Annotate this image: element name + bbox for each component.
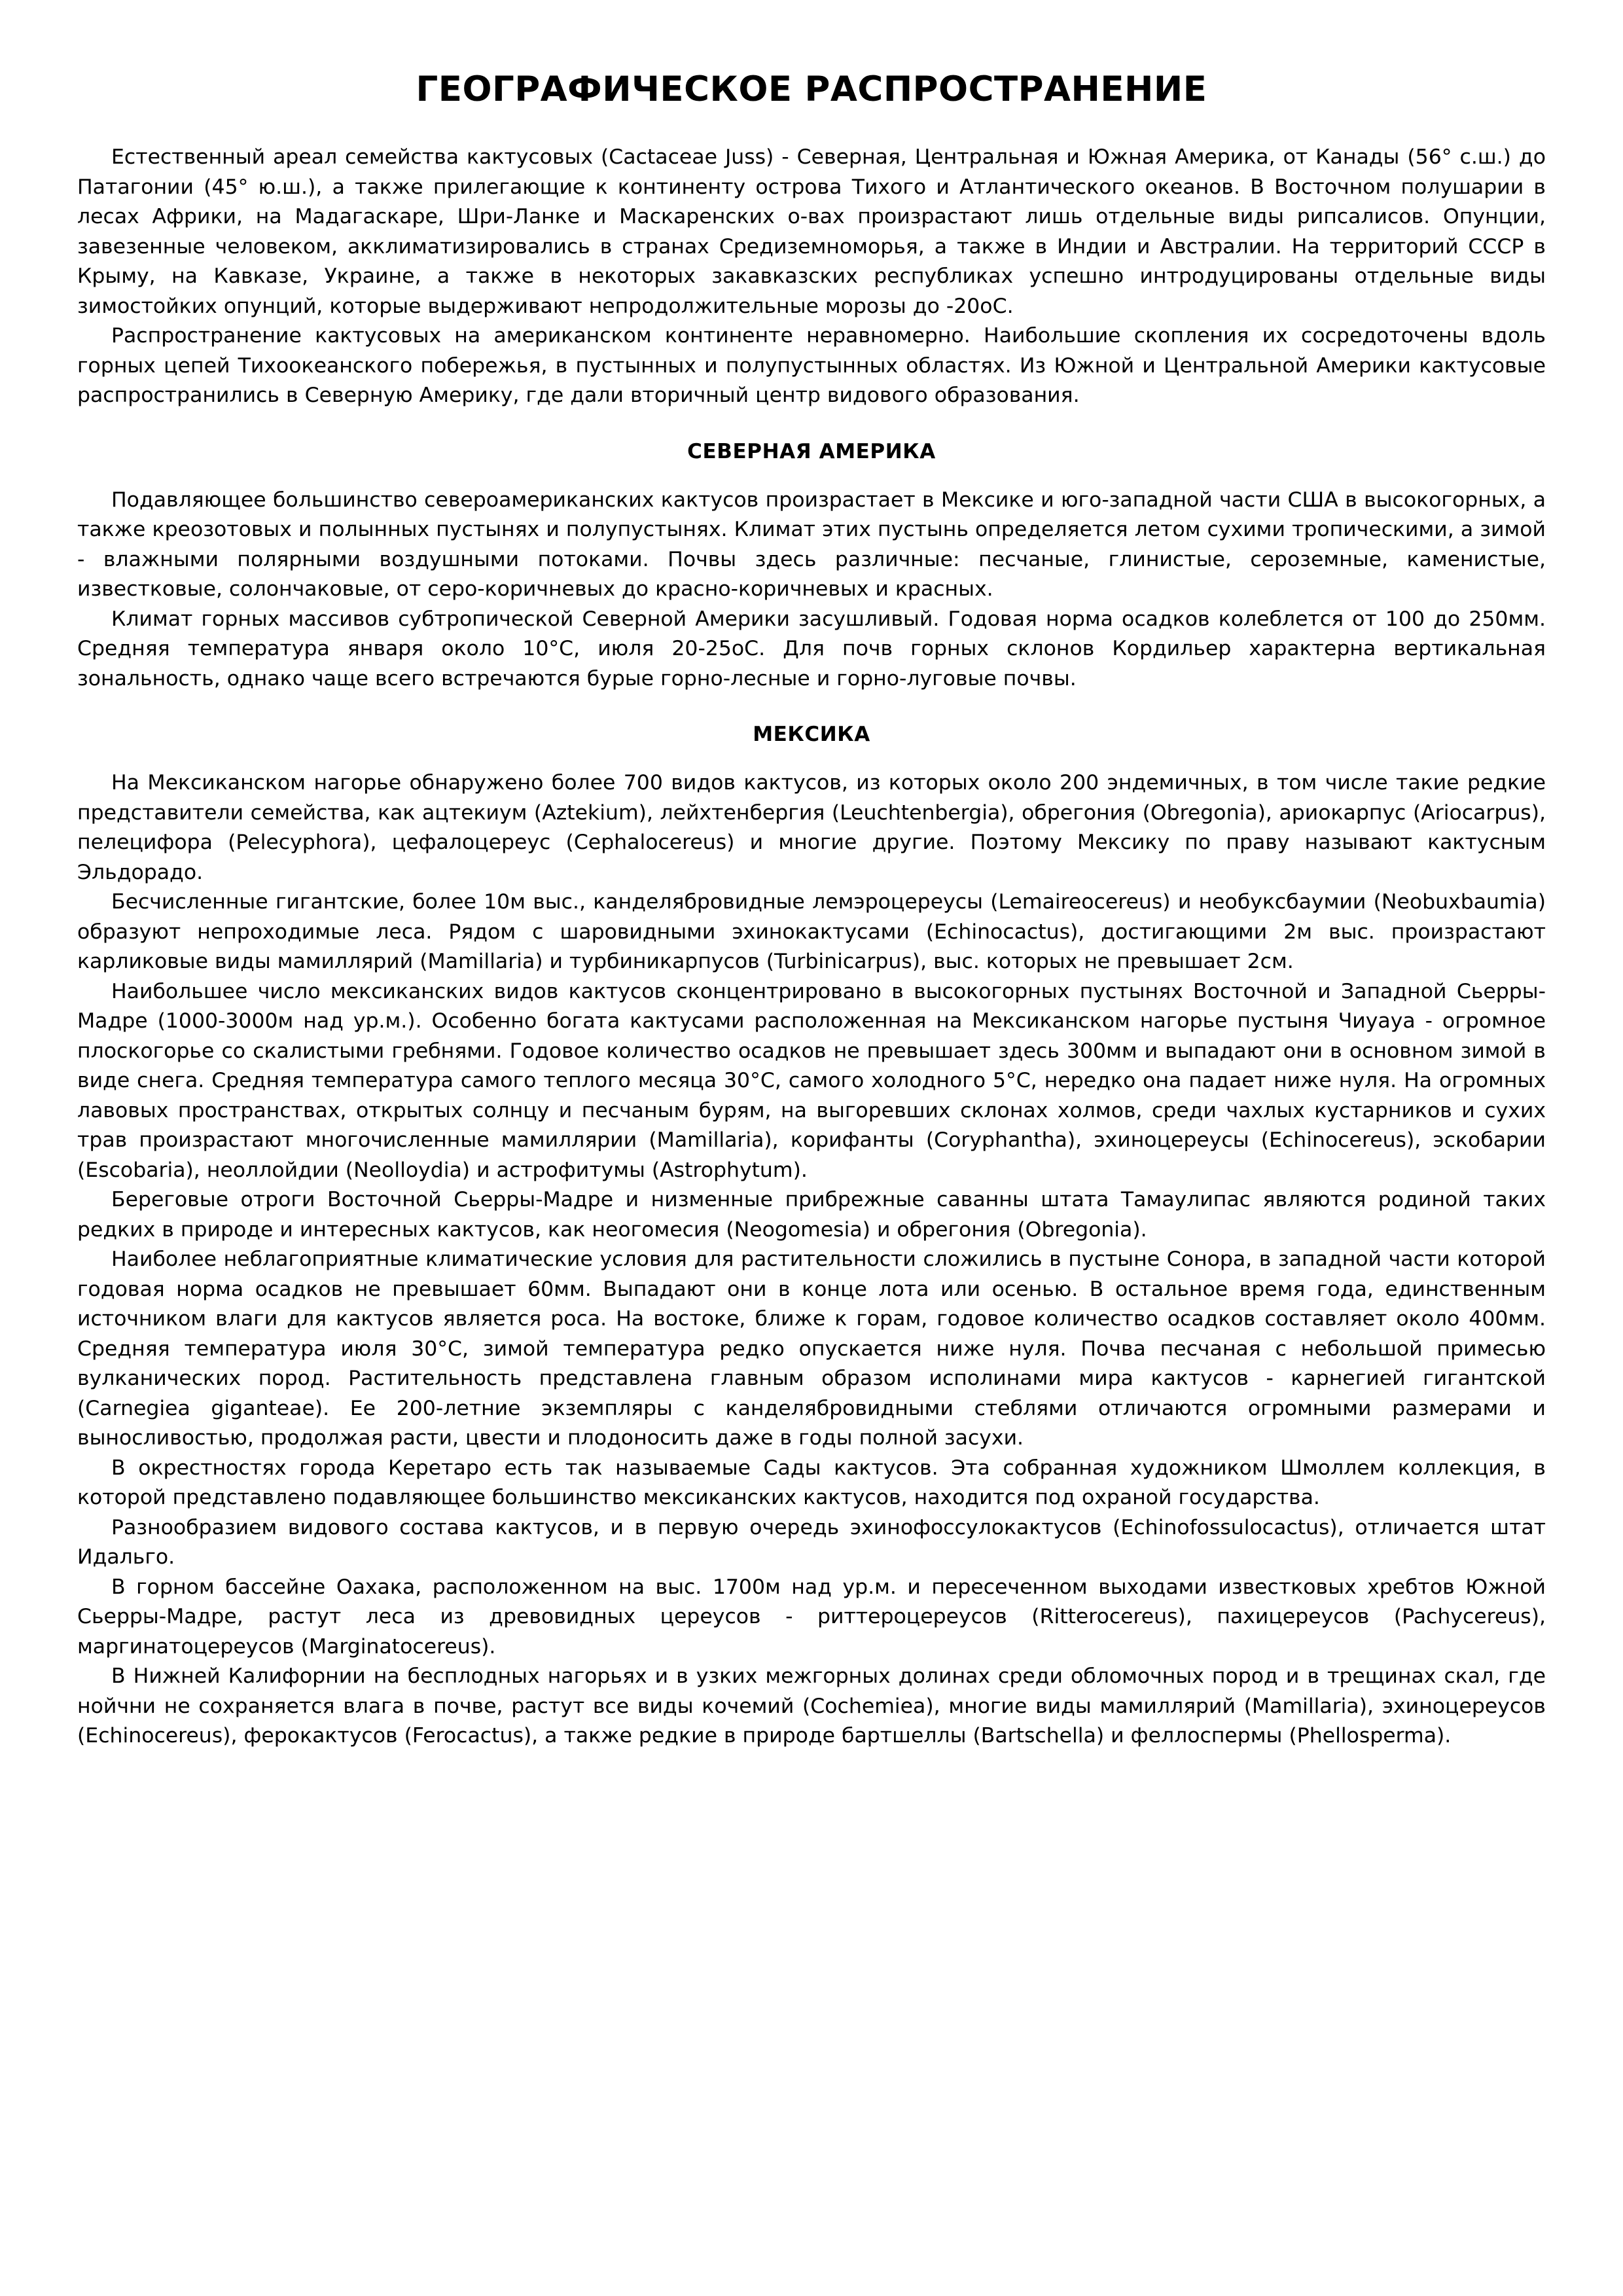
paragraph: Наиболее неблагоприятные климатические условия для растительности сложились в пустыне Сонора, в западной части которой годовая норма осадков не превышает 60мм. Выпадают они в конце лота или осенью. В остальное время года, единственным источником влаги для кактусов является роса. На востоке, ближе к горам, годовое количество осадков составляет около 400мм. Средняя температура июля 30°С, зимой температура редко опускается ниже нуля. Почва песчаная с небольшой примесью вулканических пород. Растительность представлена главным образом исполинами мира кактусов - карнегией гигантской (Carnegiea giganteae). Ее 200-летние экземпляры с канделябровидными стеблями отличаются огромными размерами и выносливостью, продолжая расти, цвести и плодоносить даже в годы полной засухи. [77, 1247, 1546, 1450]
section-heading: МЕКСИКА [753, 723, 870, 747]
section-north-america [77, 440, 1546, 694]
paragraph: В горном бассейне Оахака, расположенном на выс. 1700м над ур.м. и пересеченном выходами известковых хребтов Южной Сьерры-Мадре, растут леса из древовидных цереусов - риттероцереусов (Ritterocereus), пахицереусов (Pachycereus), маргинатоцереусов (Marginatocereus). [77, 1575, 1546, 1659]
intro-block [77, 143, 1546, 411]
paragraph: Береговые отроги Восточной Сьерры-Мадре и низменные прибрежные саванны штата Тамаулипас являются родиной таких редких в природе и интересных кактусов, как неогомесия (Neogomesia) и обрегония (Obregonia). [77, 1188, 1546, 1242]
section-heading: СЕВЕРНАЯ АМЕРИКА [687, 439, 936, 463]
paragraph: Подавляющее большинство североамериканских кактусов произрастает в Мексике и юго-западной части США в высокогорных, а также креозотовых и полынных пустынях и полупустынях. Климат этих пустынь определяется летом сухими тропическими, а зимой - влажными полярными воздушными потоками. Почвы здесь различные: песчаные, глинистые, сероземные, каменистые, известковые, солончаковые, от серо-коричневых до красно-коричневых и красных. [77, 488, 1546, 601]
paragraph: На Мексиканском нагорье обнаружено более 700 видов кактусов, из которых около 200 эндемичных, в том числе такие редкие представители семейства, как ацтекиум (Aztekium), лейхтенбергия (Leuchtenbergia), обрегония (Obregonia), ариокарпус (Ariocarpus), пелецифора (Pelecyphora), цефалоцереус (Cephalocereus) и многие другие. Поэтому Мексику по праву называют кактусным Эльдорадо. [77, 771, 1546, 884]
paragraph: Климат горных массивов субтропической Северной Америки засушливый. Годовая норма осадков колеблется от 100 до 250мм. Средняя температура января около 10°С, июля 20-25оС. Для почв горных склонов Кордильер характерна вертикальная зональность, однако чаще всего встречаются бурые горно-лесные и горно-луговые почвы. [77, 607, 1546, 691]
paragraph: Естественный ареал семейства кактусовых (Cactaceae Juss) - Северная, Центральная и Южная Америка, от Канады (56° с.ш.) до Патагонии (45° ю.ш.), а также прилегающие к континенту острова Тихого и Атлантического океанов. В Восточном полушарии в лесах Африки, на Мадагаскаре, Шри-Ланке и Маскаренских о-вах произрастают лишь отдельные виды рипсалисов. Опунции, завезенные человеком, акклиматизировались в странах Средиземноморья, а также в Индии и Австралии. На территорий СССР в Крыму, на Кавказе, Украине, а также в некоторых закавказских республиках успешно интродуцированы отдельные виды зимостойких опунций, которые выдерживают непродолжительные морозы до -20оС. [77, 145, 1546, 318]
paragraph: Распространение кактусовых на американском континенте неравномерно. Наибольшие скопления их сосредоточены вдоль горных цепей Тихоокеанского побережья, в пустынных и полупустынных областях. Из Южной и Центральной Америки кактусовые распространились в Северную Америку, где дали вторичный центр видового образования. [77, 324, 1546, 408]
paragraph: В окрестностях города Керетаро есть так называемые Сады кактусов. Эта собранная художником Шмоллем коллекция, в которой представлено подавляющее большинство мексиканских кактусов, находится под охраной государства. [77, 1456, 1546, 1510]
section-mexico [77, 723, 1546, 1751]
paragraph: В Нижней Калифорнии на бесплодных нагорьях и в узких межгорных долинах среди обломочных пород и в трещинах скал, где нойчни не сохраняется влага в почве, растут все виды кочемий (Cochemiea), многие виды мамиллярий (Mamillaria), эхиноцереусов (Echinocereus), ферокактусов (Ferocactus), а также редкие в природе бартшеллы (Bartschella) и феллоспермы (Phellosperma). [77, 1664, 1546, 1748]
paragraph: Бесчисленные гигантские, более 10м выс., канделябровидные лемэроцереусы (Lemaireocereus) и необуксбаумии (Neobuxbaumia) образуют непроходимые леса. Рядом с шаровидными эхинокактусами (Echinocactus), достигающими 2м выс. произрастают карликовые виды мамиллярий (Mamillaria) и турбиникарпусов (Turbinicarpus), выс. которых не превышает 2см. [77, 890, 1546, 974]
paragraph: Наибольшее число мексиканских видов кактусов сконцентрировано в высокогорных пустынях Восточной и Западной Сьерры-Мадре (1000-3000м над ур.м.). Особенно богата кактусами расположенная на Мексиканском нагорье пустыня Чиуауа - огромное плоскогорье со скалистыми гребнями. Годовое количество осадков не превышает здесь 300мм и выпадают они в основном зимой в виде снега. Средняя температура самого теплого месяца 30°С, самого холодного 5°С, нередко она падает ниже нуля. На огромных лавовых пространствах, открытых солнцу и песчаным бурям, на выгоревших склонах холмов, среди чахлых кустарников и сухих трав произрастают многочисленные мамиллярии (Mamillaria), корифанты (Coryphantha), эхиноцереусы (Echinocereus), эскобарии (Escobaria), неоллойдии (Neolloydia) и астрофитумы (Astrophytum). [77, 979, 1546, 1182]
page-title: ГЕОГРАФИЧЕСКОЕ РАСПРОСТРАНЕНИЕ [416, 69, 1207, 109]
paragraph: Разнообразием видового состава кактусов, и в первую очередь эхинофоссулокактусов (Echinofossulocactus), отличается штат Идальго. [77, 1515, 1546, 1570]
